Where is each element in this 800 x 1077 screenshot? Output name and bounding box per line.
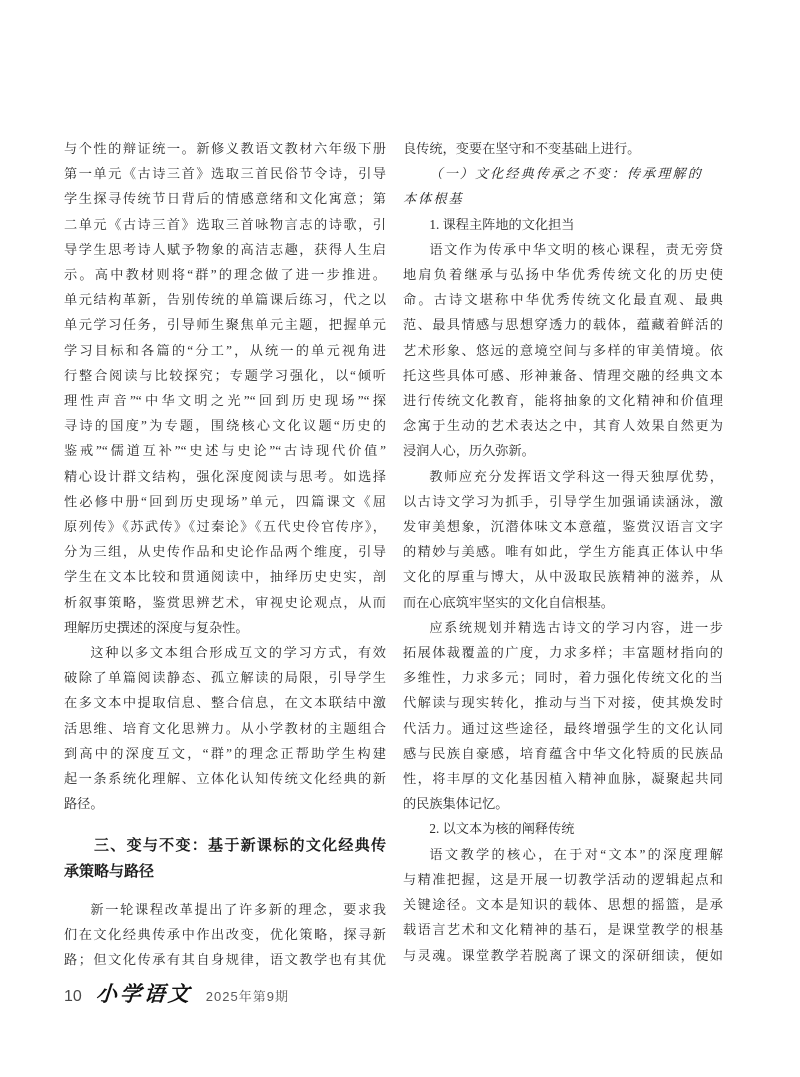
paragraph — [64, 136, 386, 640]
text-line: 三、变与不变：基于新课标的文化经典传 — [94, 838, 386, 855]
left-column — [64, 136, 386, 973]
text-line: 性，将丰厚的文化基因植入精神血脉，凝聚起共同 — [403, 771, 723, 787]
text-line: 们在文化经典传承中作出改变，优化策略，探寻新 — [64, 927, 386, 943]
paragraph — [403, 615, 723, 817]
text-line: 与灵魂。课堂教学若脱离了课文的深研细读，便如 — [403, 947, 723, 963]
text-line: 导学生思考诗人赋予物象的高洁志趣，获得人生启 — [64, 241, 386, 257]
text-line: 单元结构革新，告别传统的单篇课后练习，代之以 — [64, 292, 386, 308]
paragraph — [403, 212, 723, 237]
paragraph — [403, 464, 723, 615]
text-line: 代解读与现实转化，推动与当下对接，使其焕发时 — [403, 695, 723, 711]
text-line: 寻诗的国度”为专题，围绕核心文化议题“历史的 — [64, 418, 386, 434]
text-line: 在多文本中提取信息、整合信息，在文本联结中激 — [64, 695, 386, 711]
text-line: 1. 课程主阵地的文化担当 — [429, 216, 575, 232]
text-line: 学生探寻传统节日背后的情感意绪和文化寓意；第 — [64, 191, 386, 207]
text-line: 理解历史撰述的深度与复杂性。 — [64, 619, 249, 635]
text-line: 地肩负着继承与弘扬中华优秀传统文化的历史使 — [403, 267, 723, 283]
text-line: 活思维、培育文化思辨力。从小学教材的主题组合 — [64, 720, 386, 736]
text-line: 性必修中册“回到历史现场”单元，四篇课文《屈 — [64, 493, 386, 509]
text-line: 2. 以文本为核的阐释传统 — [429, 821, 575, 837]
text-line: 理性声音”“中华文明之光”“回到历史现场”“探 — [64, 393, 386, 409]
text-line: 进行传统文化教育，能将抽象的文化精神和价值理 — [403, 393, 723, 409]
text-line: 二单元《古诗三首》选取三首咏物言志的诗歌，引 — [64, 216, 386, 232]
text-line: 分为三组，从史传作品和史论作品两个维度，引导 — [64, 544, 386, 560]
text-line: 这种以多文本组合形成互文的学习方式，有效 — [90, 645, 386, 661]
text-line: 应系统规划并精选古诗文的学习内容，进一步 — [429, 619, 723, 635]
text-line: 多维性，力求多元；同时，着力强化传统文化的当 — [403, 670, 723, 686]
text-line: 承策略与路径 — [64, 863, 155, 880]
text-line: 代活力。通过这些途径，最终增强学生的文化认同 — [403, 720, 723, 736]
text-line: （一）文化经典传承之不变：传承理解的 — [429, 166, 703, 182]
paragraph — [403, 237, 723, 464]
text-line: 范、最具情感与思想穿透力的载体，蕴藏着鲜活的 — [403, 317, 723, 333]
text-line: 感与民族自豪感，培育蕴含中华文化特质的民族品 — [403, 745, 723, 761]
text-line: 本体根基 — [403, 191, 464, 207]
text-line: 起一条系统化理解、立体化认知传统文化经典的新 — [64, 771, 386, 787]
right-column — [403, 136, 723, 973]
text-line: 原列传》《苏武传》《过秦论》《五代史伶官传序》， — [64, 519, 386, 535]
text-line: 与个性的辩证统一。新修义教语文教材六年级下册 — [64, 141, 386, 156]
text-line: 鉴戒”“儒道互补”“史述与史论”“古诗现代价值” — [64, 443, 386, 459]
text-line: 念寓于生动的艺术表达之中，其育人效果自然更为 — [403, 418, 723, 434]
text-line: 路径。 — [64, 796, 104, 812]
page-footer — [64, 978, 723, 1008]
kai-heading — [403, 161, 723, 211]
text-line: 破除了单篇阅读静态、孤立解读的局限，引导学生 — [64, 670, 386, 686]
journal-logo: 小学语文 — [94, 982, 193, 1006]
text-line: 托这些具体可感、形神兼备、情理交融的经典文本 — [403, 367, 723, 383]
text-line: 命。古诗文堪称中华优秀传统文化最直观、最典 — [403, 292, 723, 308]
paragraph — [403, 842, 723, 968]
text-line: 新一轮课程改革提出了许多新的理念，要求我 — [90, 901, 386, 917]
paragraph — [64, 897, 386, 973]
article-body — [64, 136, 723, 973]
text-line: 语文作为传承中华文明的核心课程，责无旁贷 — [429, 241, 723, 257]
text-line: 的精妙与美感。唯有如此，学生方能真正体认中华 — [403, 544, 723, 560]
text-line: 与精准把握，这是开展一切教学活动的逻辑起点和 — [403, 871, 723, 887]
text-line: 载语言艺术和文化精神的基石，是课堂教学的根基 — [403, 922, 723, 938]
text-line: 拓展体裁覆盖的广度，力求多样；丰富题材指向的 — [403, 645, 723, 661]
text-line: 而在心底筑牢坚实的文化自信根基。 — [403, 594, 614, 610]
text-line: 析叙事策略，鉴赏思辨艺术，审视史论观点，从而 — [64, 594, 386, 610]
text-line: 艺术形象、悠远的意境空间与多样的审美情境。依 — [403, 342, 723, 358]
text-line: 行整合阅读与比较探究；专题学习强化，以“倾听 — [64, 367, 386, 383]
page-number: 10 — [64, 988, 82, 1005]
paragraph — [64, 640, 386, 816]
text-line: 文化的厚重与博大，从中汲取民族精神的滋养，从 — [403, 569, 723, 585]
text-line: 示。高中教材则将“群”的理念做了进一步推进。 — [64, 267, 386, 283]
text-line: 学生在文本比较和贯通阅读中，抽绎历史史实，剖 — [64, 569, 386, 585]
text-line: 学习目标和各篇的“分工”，从统一的单元视角进 — [64, 342, 386, 358]
text-line: 语文教学的核心，在于对“文本”的深度理解 — [429, 846, 723, 862]
section-heading — [64, 834, 386, 884]
text-line: 以古诗文学习为抓手，引导学生加强诵读涵泳，激 — [403, 493, 723, 509]
text-line: 单元学习任务，引导师生聚焦单元主题，把握单元 — [64, 317, 386, 333]
text-line: 到高中的深度互文，“群”的理念正帮助学生构建 — [64, 745, 386, 761]
text-line: 关键途径。文本是知识的载体、思想的摇篮，是承 — [403, 897, 723, 913]
text-line: 精心设计群文结构，强化深度阅读与思考。如选择 — [64, 468, 386, 484]
text-line: 第一单元《古诗三首》选取三首民俗节令诗，引导 — [64, 166, 386, 182]
text-line: 教师应充分发挥语文学科这一得天独厚优势， — [429, 468, 723, 484]
text-line: 的民族集体记忆。 — [403, 796, 509, 812]
paragraph — [403, 816, 723, 841]
issue-label: 2025年第9期 — [205, 989, 289, 1004]
text-line: 发审美想象，沉潜体味文本意蕴，鉴赏汉语言文字 — [403, 519, 723, 535]
paragraph — [403, 136, 723, 161]
text-line: 浸润人心，历久弥新。 — [403, 443, 535, 459]
text-line: 良传统，变要在坚守和不变基础上进行。 — [403, 141, 641, 156]
text-line: 路；但文化传承有其自身规律，语文教学也有其优 — [64, 952, 386, 968]
